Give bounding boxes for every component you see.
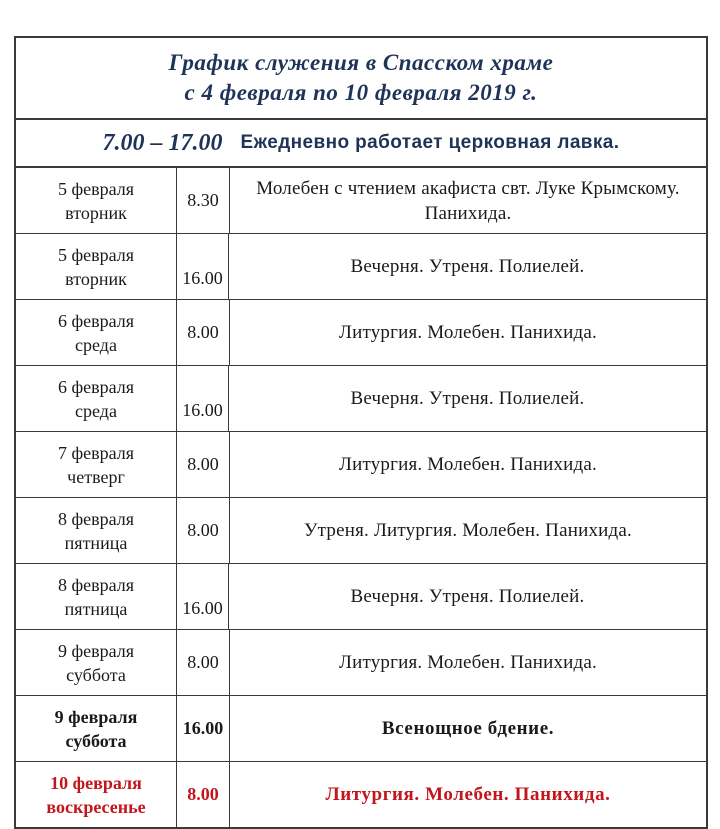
service-cell [230, 432, 706, 497]
service-cell [229, 366, 706, 431]
date: 6 февраля [57, 376, 135, 397]
service: Литургия. Молебен. Панихида. [338, 454, 598, 475]
time: 16.00 [182, 718, 224, 738]
service-cell [230, 696, 706, 761]
date-cell [16, 762, 177, 827]
service-cell [230, 630, 706, 695]
date-cell [16, 432, 177, 497]
time: 16.00 [182, 268, 223, 288]
service-cell [230, 300, 706, 365]
table-row [16, 168, 706, 234]
time-cell [177, 234, 229, 299]
time: 8.00 [187, 784, 219, 804]
date-cell [16, 498, 177, 563]
time-cell [177, 696, 230, 761]
page-title: График служения в Спасском храме [168, 50, 554, 75]
table-row [16, 762, 706, 827]
weekday: четверг [67, 466, 125, 487]
time: 16.00 [182, 598, 223, 618]
time: 8.00 [187, 322, 219, 342]
service: Литургия. Молебен. Панихида. [325, 784, 611, 805]
date: 8 февраля [57, 574, 135, 595]
time-cell [177, 564, 229, 629]
date: 8 февраля [57, 508, 135, 529]
table-row [16, 366, 706, 432]
service: Вечерня. Утреня. Полиелей. [350, 388, 585, 409]
schedule-sheet [14, 36, 708, 829]
table-row [16, 564, 706, 630]
time-cell [177, 432, 230, 497]
date-cell [16, 234, 177, 299]
weekday: среда [75, 334, 117, 355]
service-cell [230, 168, 706, 233]
date-cell [16, 300, 177, 365]
table-row [16, 300, 706, 366]
time: 8.00 [187, 652, 219, 672]
schedule-table [16, 168, 706, 827]
weekday: вторник [65, 202, 127, 223]
date-cell [16, 696, 177, 761]
table-row [16, 234, 706, 300]
date: 10 февраля [50, 772, 142, 793]
weekday: воскресенье [46, 796, 146, 817]
service-cell [229, 234, 706, 299]
time-cell [177, 630, 230, 695]
time: 16.00 [182, 400, 223, 420]
time-cell [177, 168, 230, 233]
time-cell [177, 300, 230, 365]
weekday: пятница [64, 598, 128, 619]
time: 8.30 [187, 190, 219, 210]
table-row [16, 498, 706, 564]
date: 7 февраля [57, 442, 135, 463]
table-row [16, 696, 706, 762]
table-row [16, 630, 706, 696]
service: Литургия. Молебен. Панихида. [338, 652, 598, 673]
service: Вечерня. Утреня. Полиелей. [350, 586, 585, 607]
weekday: вторник [65, 268, 127, 289]
service-cell [229, 564, 706, 629]
title-block [16, 38, 706, 120]
time-cell [177, 366, 229, 431]
weekday: суббота [66, 664, 126, 685]
date-cell [16, 630, 177, 695]
date: 9 февраля [54, 706, 138, 727]
time-cell [177, 498, 230, 563]
time-cell [177, 762, 230, 827]
time: 8.00 [187, 454, 219, 474]
weekday: пятница [64, 532, 128, 553]
weekday: суббота [65, 730, 127, 751]
service: Всенощное бдение. [381, 718, 555, 739]
weekday: среда [75, 400, 117, 421]
date-cell [16, 168, 177, 233]
service-cell [230, 762, 706, 827]
time: 8.00 [187, 520, 219, 540]
church-shop-row [16, 120, 706, 168]
date-cell [16, 366, 177, 431]
service: Утреня. Литургия. Молебен. Панихида. [304, 520, 632, 541]
table-row [16, 432, 706, 498]
service-cell [230, 498, 706, 563]
date-cell [16, 564, 177, 629]
page-subtitle: с 4 февраля по 10 февраля 2019 г. [184, 80, 538, 105]
date: 5 февраля [57, 178, 135, 199]
date: 5 февраля [57, 244, 135, 265]
date: 9 февраля [57, 640, 135, 661]
service: Вечерня. Утреня. Полиелей. [350, 256, 585, 277]
shop-hours: 7.00 – 17.00 [102, 129, 223, 156]
service: Молебен с чтением акафиста свт. Луке Крымскому. Панихида. [256, 177, 680, 224]
shop-notice: Ежедневно работает церковная лавка. [240, 132, 620, 153]
service: Литургия. Молебен. Панихида. [338, 322, 598, 343]
date: 6 февраля [57, 310, 135, 331]
